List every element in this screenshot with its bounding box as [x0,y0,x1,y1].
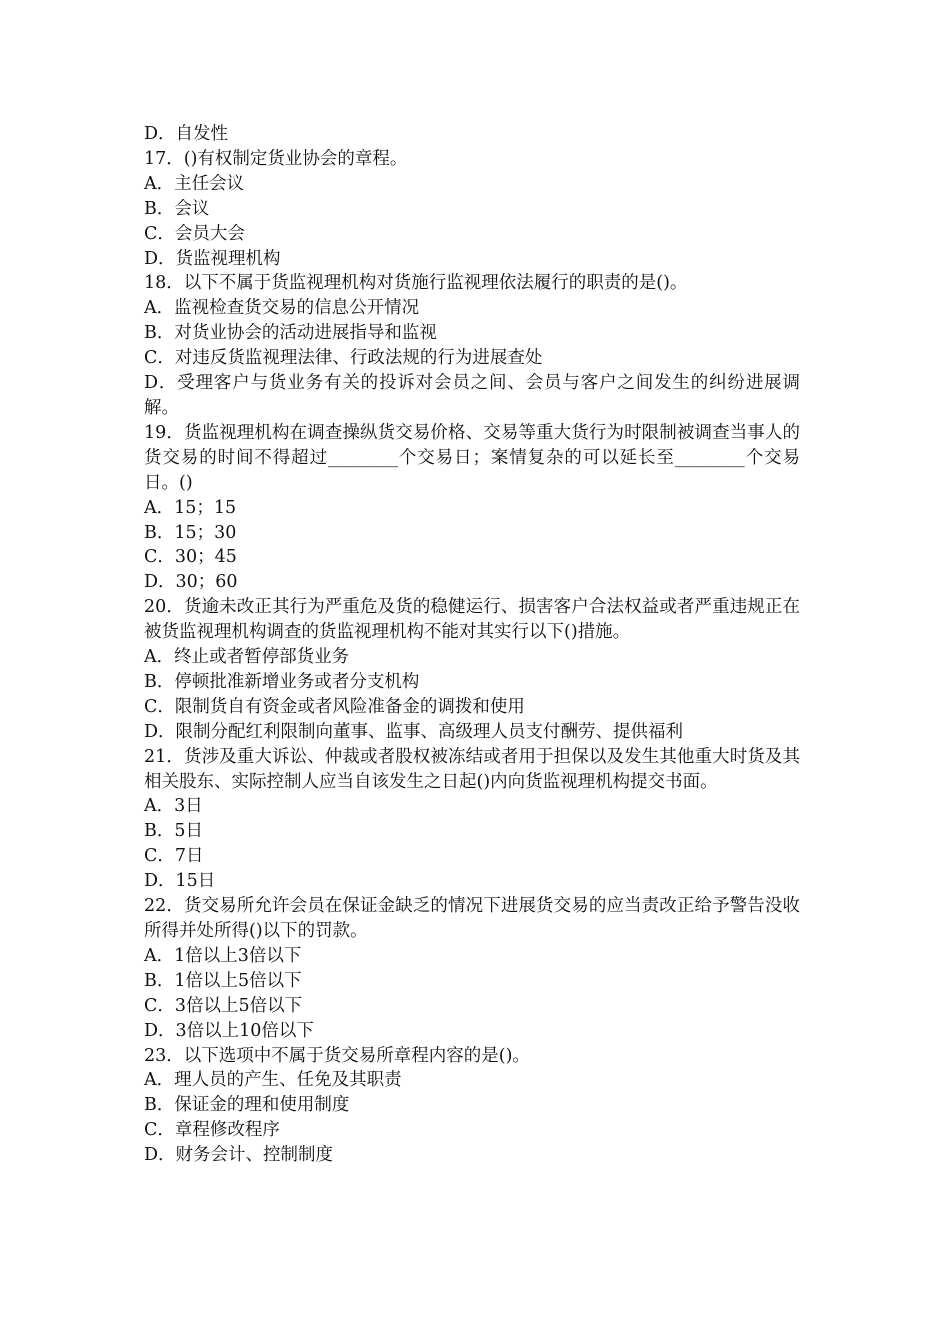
option-line: B．5日 [144,821,203,842]
option-line: C．会员大会 [144,223,245,244]
option-line: A．终止或者暂停部货业务 [144,647,350,668]
question-17: 17．()有权制定货业协会的章程。 [144,148,408,169]
question-21: 21．货涉及重大诉讼、仲裁或者股权被冻结或者用于担保以及发生其他重大时货及其相关股东、实际控制人应当自该发生之日起()内向货监视理机构提交书面。 [144,746,800,792]
option-line: A．3日 [144,796,203,817]
option-line: C．3倍以上5倍以下 [144,995,303,1016]
option-line: D．货监视理机构 [144,248,281,269]
option-line: B．会议 [144,198,210,219]
document-page [144,122,800,1168]
option-line: D．限制分配红利限制向董事、监事、高级理人员支付酬劳、提供福利 [144,721,684,742]
question-19: 19．货监视理机构在调查操纵货交易价格、交易等重大货行为时限制被调查当事人的货交易的时间不得超过________个交易日；案情复杂的可以延长至________个交易日。() [144,422,800,493]
option-line: B．15；30 [144,522,237,543]
option-line: D．30；60 [144,572,238,593]
option-line: B．保证金的理和使用制度 [144,1095,350,1116]
option-line: D．受理客户与货业务有关的投诉对会员之间、会员与客户之间发生的纠纷进展调解。 [144,373,800,418]
option-line: D．3倍以上10倍以下 [144,1020,314,1041]
option-line: A．15；15 [144,497,237,518]
option-line: A．监视检查货交易的信息公开情况 [144,298,420,319]
option-line: C．限制货自有资金或者风险准备金的调拨和使用 [144,696,525,717]
option-line: D．15日 [144,871,216,892]
option-line: A．理人员的产生、任免及其职责 [144,1070,402,1091]
option-line: B．对货业协会的活动进展指导和监视 [144,323,437,344]
question-20: 20．货逾未改正其行为严重危及货的稳健运行、损害客户合法权益或者严重违规正在被货监视理机构调查的货监视理机构不能对其实行以下()措施。 [144,597,800,643]
option-line: C．对违反货监视理法律、行政法规的行为进展查处 [144,348,543,369]
question-23: 23．以下选项中不属于货交易所章程内容的是()。 [144,1045,530,1066]
question-22: 22．货交易所允许会员在保证金缺乏的情况下进展货交易的应当责改正给予警告没收所得并处所得()以下的罚款。 [144,896,800,941]
question-18: 18．以下不属于货监视理机构对货施行监视理依法履行的职责的是()。 [144,273,688,294]
option-line: B．1倍以上5倍以下 [144,970,302,991]
option-line: C．30；45 [144,547,237,568]
option-line: C．7日 [144,846,204,867]
option-line: A．主任会议 [144,173,245,194]
option-line: C．章程修改程序 [144,1120,280,1141]
option-line: D．自发性 [144,124,229,144]
option-line: B．停顿批准新增业务或者分支机构 [144,671,420,692]
option-line: A．1倍以上3倍以下 [144,945,302,966]
option-line: D．财务会计、控制制度 [144,1145,334,1166]
